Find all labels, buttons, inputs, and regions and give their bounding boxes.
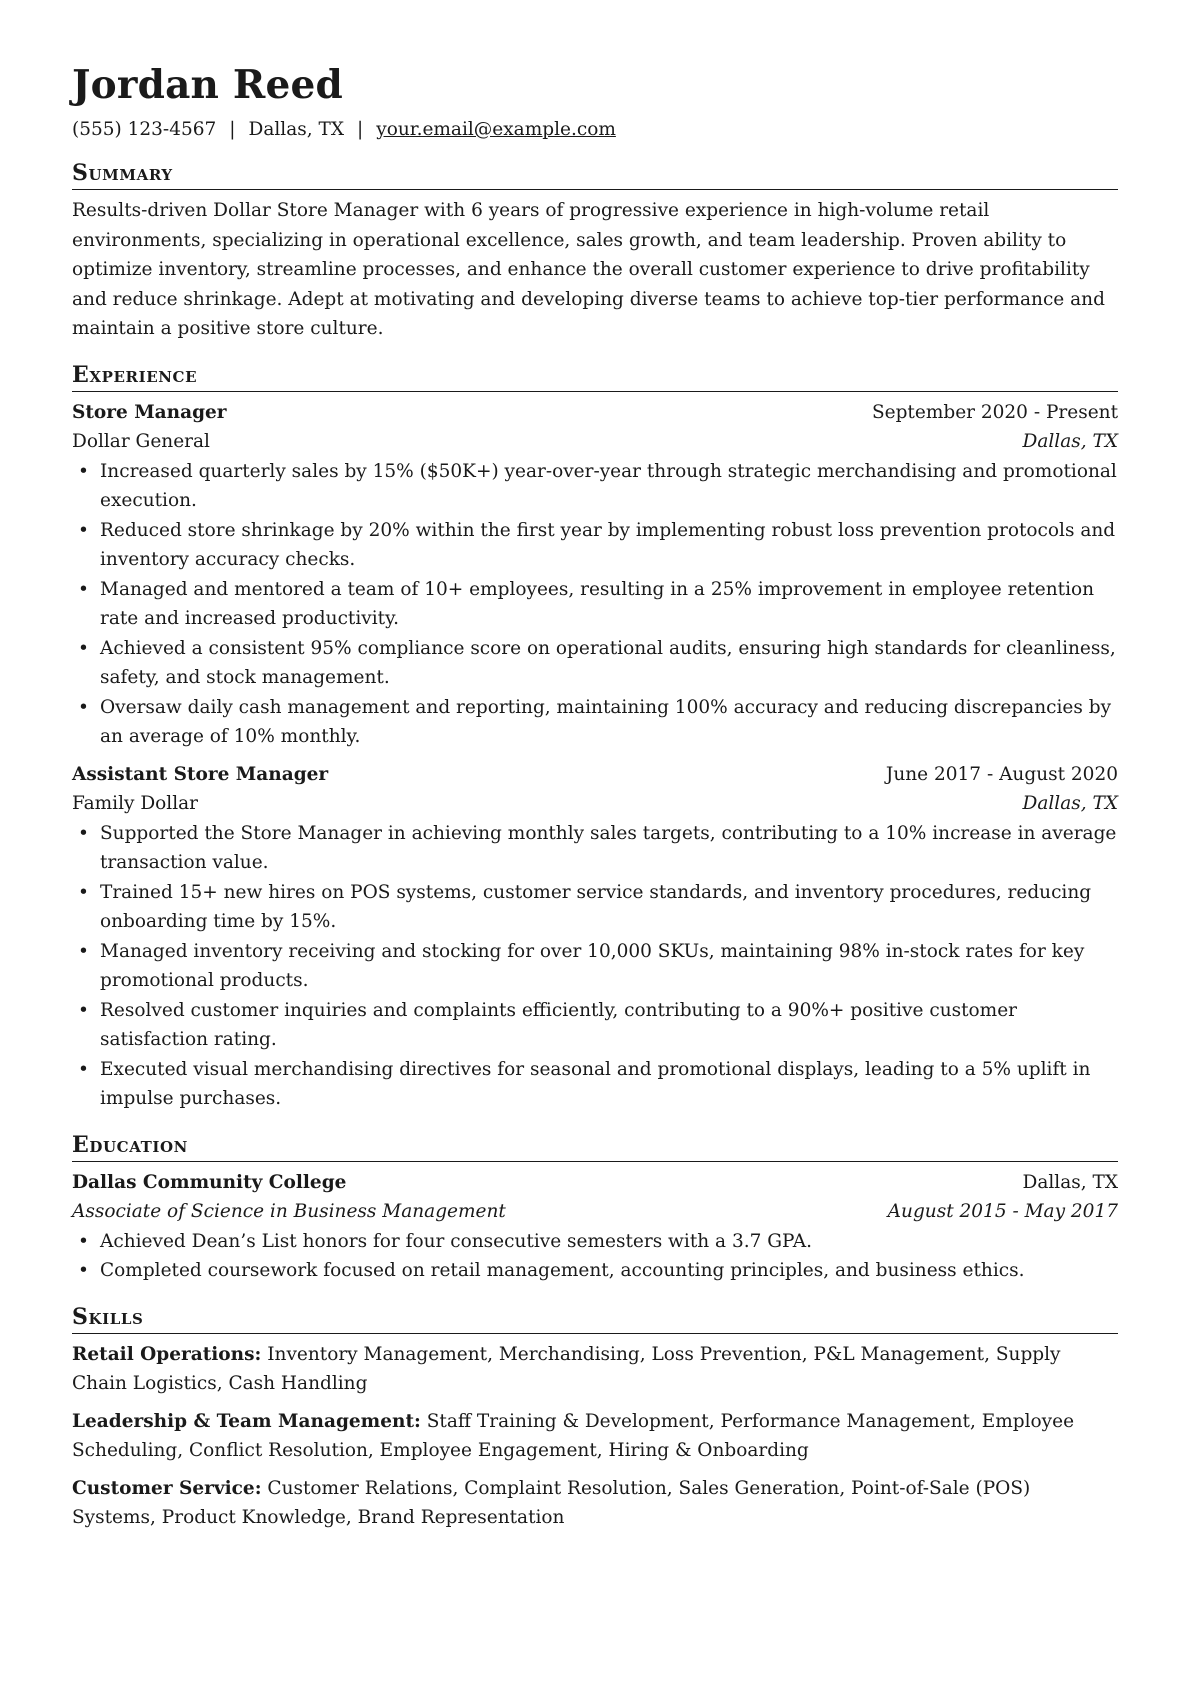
education-entry (72, 1168, 1118, 1286)
job-entry (72, 398, 1118, 752)
job-bullets (72, 819, 1118, 1114)
list-item: • Achieved Dean’s List honors for four consecutive semesters with a 3.7 GPA. (100, 1227, 1118, 1257)
list-item: • Supported the Store Manager in achieving monthly sales targets, contributing to a 10% increase in average transaction value. (100, 819, 1118, 878)
job-location: Dallas, TX (1022, 431, 1118, 452)
list-item: • Achieved a consistent 95% compliance score on operational audits, ensuring high standards for cleanliness, safety, and stock management. (100, 634, 1118, 693)
list-item: • Resolved customer inquiries and complaints efficiently, contributing to a 90%+ positive customer satisfaction rating. (100, 996, 1118, 1055)
skill-label: Leadership & Team Management: (72, 1410, 421, 1432)
skill-items: Staff Training & Development, Performance Management, Employee Scheduling, Conflict Resolution, Employee Engagement, Hiring & Onboarding (72, 1410, 1075, 1461)
separator: | (229, 119, 236, 140)
education-dates: August 2015 - May 2017 (887, 1201, 1118, 1222)
skill-label: Retail Operations: (72, 1343, 262, 1365)
list-item: • Executed visual merchandising directives for seasonal and promotional displays, leading to a 5% uplift in impulse purchases. (100, 1055, 1118, 1114)
section-title-summary: Summary (72, 158, 1118, 190)
summary-text: Results-driven Dollar Store Manager with 6 years of progressive experience in high-volume retail environments, specializing in operational excellence, sales growth, and team leadership. Proven ability to optimize inventory, streamline processes, and enhance the overall customer experience to drive profitability and reduce shrinkage. Adept at motivating and developing diverse teams to achieve top-tier performance and maintain a positive store culture. (72, 200, 1105, 339)
job-dates: June 2017 - August 2020 (885, 763, 1118, 785)
skill-items: Inventory Management, Merchandising, Loss Prevention, P&L Management, Supply Chain Logistics, Cash Handling (72, 1343, 1061, 1394)
list-item: • Managed inventory receiving and stocking for over 10,000 SKUs, maintaining 98% in-stock rates for key promotional products. (100, 937, 1118, 996)
job-company: Dollar General (72, 431, 210, 452)
phone: (555) 123-4567 (72, 119, 217, 140)
location: Dallas, TX (248, 119, 345, 140)
job-role: Store Manager (72, 401, 227, 423)
skill-group (72, 1474, 1118, 1533)
school-location: Dallas, TX (1022, 1171, 1118, 1193)
school-name: Dallas Community College (72, 1171, 347, 1193)
section-title-experience: Experience (72, 360, 1118, 392)
list-item: • Completed coursework focused on retail management, accounting principles, and business ethics. (100, 1256, 1118, 1286)
list-item: • Trained 15+ new hires on POS systems, customer service standards, and inventory procedures, reducing onboarding time by 15%. (100, 878, 1118, 937)
job-entry (72, 760, 1118, 1114)
contact-line (72, 116, 1118, 144)
degree: Associate of Science in Business Management (72, 1201, 506, 1222)
list-item: • Reduced store shrinkage by 20% within the first year by implementing robust loss prevention protocols and inventory accuracy checks. (100, 516, 1118, 575)
job-role: Assistant Store Manager (72, 763, 329, 785)
list-item: • Managed and mentored a team of 10+ employees, resulting in a 25% improvement in employee retention rate and increased productivity. (100, 575, 1118, 634)
list-item: • Increased quarterly sales by 15% ($50K+) year-over-year through strategic merchandising and promotional execution. (100, 457, 1118, 516)
separator: | (357, 119, 364, 140)
section-title-education: Education (72, 1130, 1118, 1162)
skill-label: Customer Service: (72, 1477, 262, 1499)
candidate-name: Jordan Reed (72, 62, 343, 108)
skill-group (72, 1407, 1118, 1466)
skill-group (72, 1340, 1118, 1399)
job-dates: September 2020 - Present (871, 401, 1118, 423)
skill-items: Customer Relations, Complaint Resolution, Sales Generation, Point-of-Sale (POS) Systems, Product Knowledge, Brand Representation (72, 1477, 1031, 1528)
job-company: Family Dollar (72, 793, 198, 814)
job-location: Dallas, TX (1022, 793, 1118, 814)
email-link[interactable]: your.email@example.com (376, 119, 616, 140)
job-bullets (72, 457, 1118, 752)
list-item: • Oversaw daily cash management and reporting, maintaining 100% accuracy and reducing discrepancies by an average of 10% monthly. (100, 693, 1118, 752)
section-title-skills: Skills (72, 1302, 1118, 1334)
education-bullets (72, 1227, 1118, 1286)
